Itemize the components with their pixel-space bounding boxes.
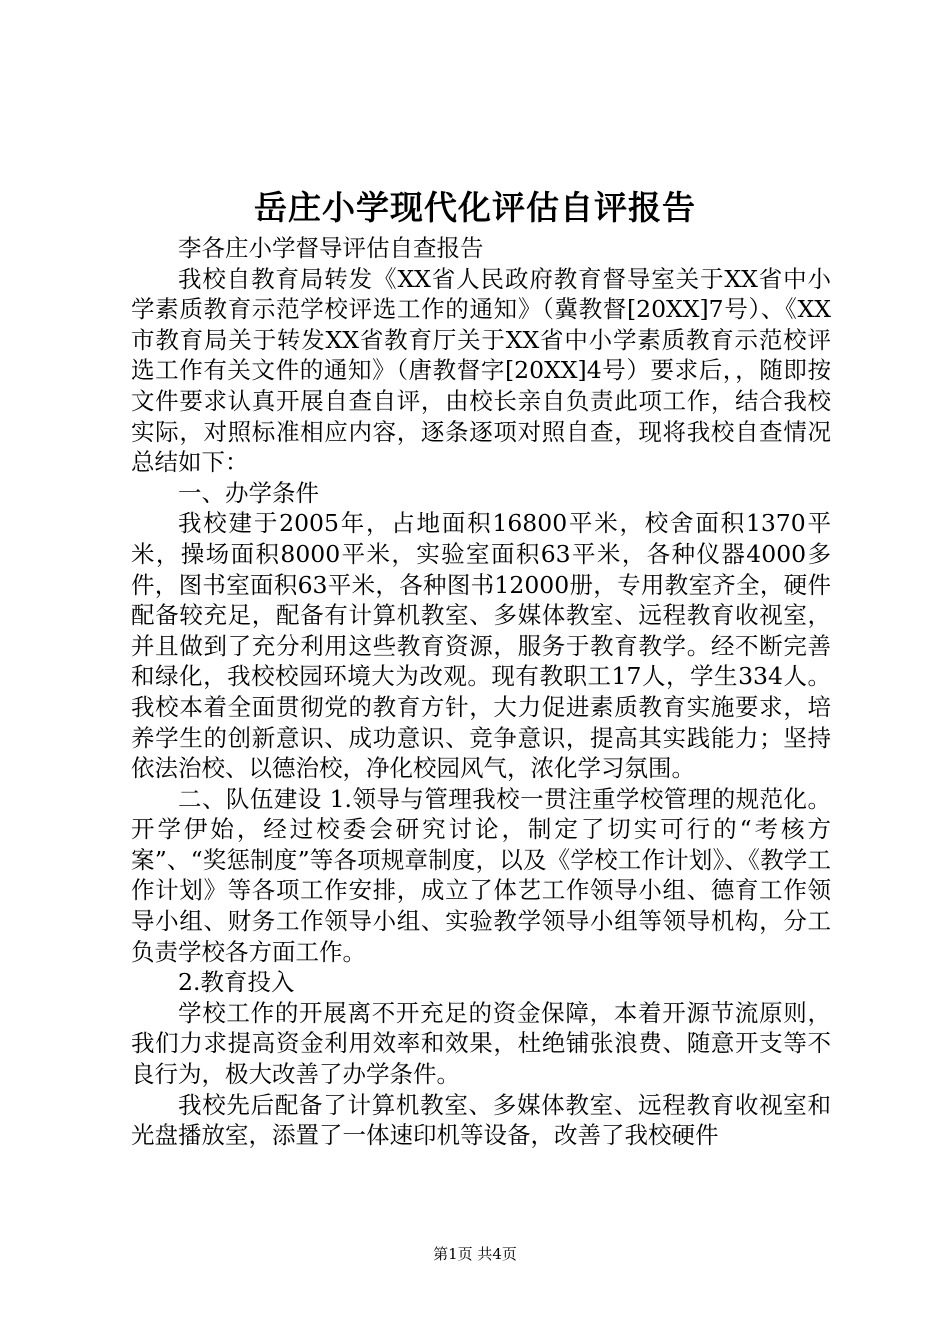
paragraph-investment: 学校工作的开展离不开充足的资金保障，本着开源节流原则，我们力求提高资金利用效率和效果，杜绝铺张浪费、随意开支等不良行为，极大改善了办学条件。 [131, 998, 831, 1089]
document-title: 岳庄小学现代化评估自评报告 [254, 188, 696, 227]
section-heading-investment: 2.教育投入 [178, 968, 295, 997]
section-heading-conditions: 一、办学条件 [178, 478, 319, 507]
page-footer: 第1页 共4页 [433, 1245, 517, 1263]
paragraph-conditions: 我校建于2005年，占地面积16800平米，校舍面积1370平米，操场面积8000平米，实验室面积63平米，各种仪器4000多件，图书室面积63平米，各种图书12000册，专用教室齐全，硬件配备较充足，配备有计算机教室、多媒体教室、远程教育收视室，并且做到了充分利用这些教育资源，服务于教育教学。经不断完善和绿化，我校校园环境大为改观。现有教职工17人，学生334人。我校本着全面贯彻党的教育方针，大力促进素质教育实施要求，培养学生的创新意识、成功意识、竞争意识，提高其实践能力；坚持依法治校、以德治校，净化校园风气，浓化学习氛围。 [131, 509, 831, 783]
paragraph-equipment: 我校先后配备了计算机教室、多媒体教室、远程教育收视室和光盘播放室，添置了一体速印机等设备，改善了我校硬件 [131, 1090, 831, 1150]
paragraph-subtitle: 李各庄小学督导评估自查报告 [178, 234, 484, 262]
paragraph-team-building: 二、队伍建设 1.领导与管理我校一贯注重学校管理的规范化。开学伊始，经过校委会研究讨论，制定了切实可行的“考核方案”、“奖惩制度”等各项规章制度，以及《学校工作计划》、《教学工作计划》等各项工作安排，成立了体艺工作领导小组、德育工作领导小组、财务工作领导小组、实验教学领导小组等领导机构，分工负责学校各方面工作。 [131, 784, 831, 966]
paragraph-intro: 我校自教育局转发《XX省人民政府教育督导室关于XX省中小学素质教育示范学校评选工作的通知》（冀教督[20XX]7号）、《XX市教育局关于转发XX省教育厅关于XX省中小学素质教育示范校评选工作有关文件的通知》（唐教督字[20XX]4号）要求后，，随即按文件要求认真开展自查自评，由校长亲自负责此项工作，结合我校实际，对照标准相应内容，逐条逐项对照自查，现将我校自查情况总结如下： [131, 264, 831, 477]
document-body [131, 233, 831, 1151]
